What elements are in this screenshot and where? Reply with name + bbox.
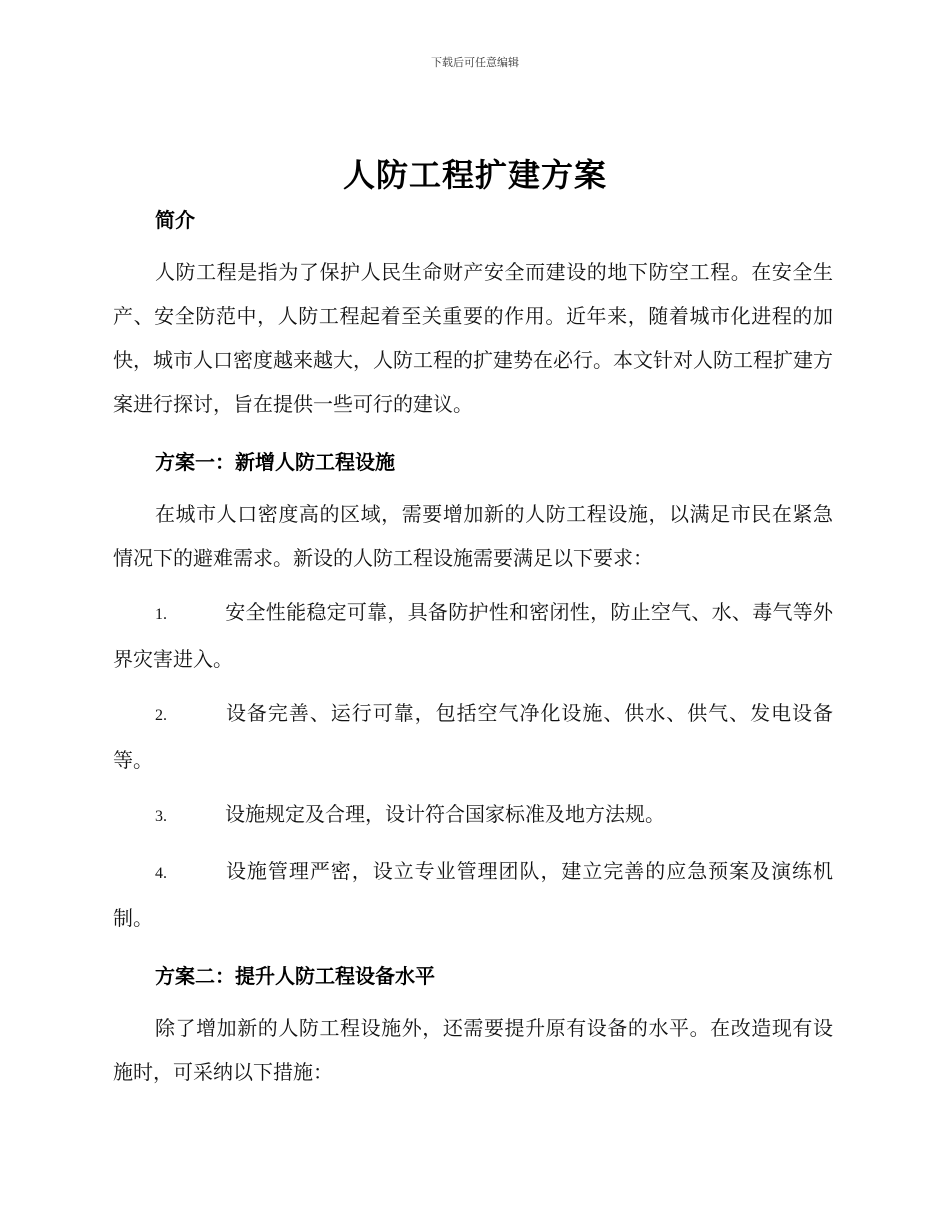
plan-one-paragraph: 在城市人口密度高的区域，需要增加新的人防工程设施，以满足市民在紧急情况下的避难需求。新设的人防工程设施需要满足以下要求： — [113, 502, 833, 570]
section-heading-plan-one: 方案一：新增人防工程设施 — [155, 450, 395, 474]
list-item-text: 设施管理严密，设立专业管理团队，建立完善的应急预案及演练机制。 — [113, 859, 833, 930]
list-item — [113, 590, 833, 681]
list-item-text: 设施规定及合理，设计符合国家标准及地方法规。 — [225, 802, 665, 826]
list-item — [113, 691, 833, 782]
plan-two-paragraph: 除了增加新的人防工程设施外，还需要提升原有设备的水平。在改造现有设施时，可采纳以下措施： — [113, 1016, 833, 1084]
intro-paragraph: 人防工程是指为了保护人民生命财产安全而建设的地下防空工程。在安全生产、安全防范中，人防工程起着至关重要的作用。近年来，随着城市化进程的加快，城市人口密度越来越大，人防工程的扩建势在必行。本文针对人防工程扩建方案进行探讨，旨在提供一些可行的建议。 — [113, 260, 833, 416]
list-item-number: 2. — [155, 707, 167, 724]
list-item-text: 安全性能稳定可靠，具备防护性和密闭性，防止空气、水、毒气等外界灾害进入。 — [113, 600, 833, 671]
list-item — [113, 792, 833, 839]
list-item — [113, 849, 833, 940]
list-item-number: 3. — [155, 808, 167, 825]
section-heading-intro: 简介 — [155, 208, 195, 232]
document-body — [113, 200, 833, 1094]
section-heading-plan-two: 方案二：提升人防工程设备水平 — [155, 964, 435, 988]
list-item-text: 设备完善、运行可靠，包括空气净化设施、供水、供气、发电设备等。 — [113, 701, 833, 772]
document-title: 人防工程扩建方案 — [342, 156, 607, 194]
list-item-number: 4. — [155, 865, 167, 882]
page-header: 下载后可任意编辑 — [431, 56, 519, 69]
list-item-number: 1. — [155, 606, 167, 623]
